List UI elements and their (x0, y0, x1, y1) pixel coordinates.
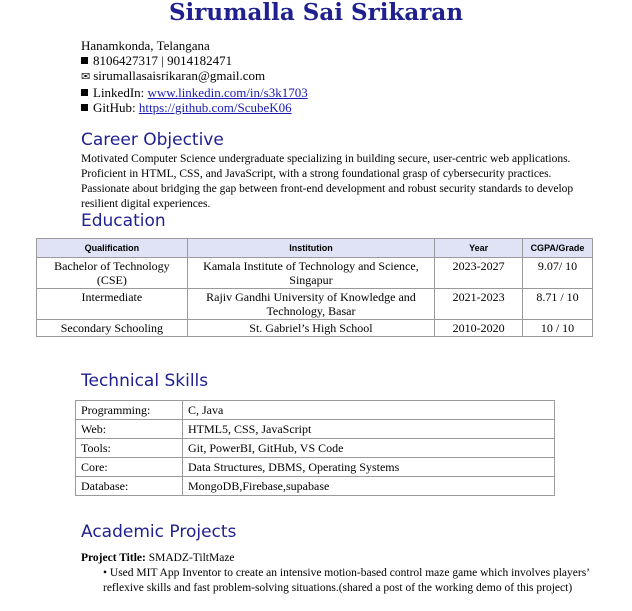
qualification-cell: Secondary Schooling (37, 320, 188, 337)
skill-values: Data Structures, DBMS, Operating Systems (183, 458, 555, 477)
header-year: Year (435, 239, 523, 258)
project-title-line (81, 551, 601, 566)
institution-cell: St. Gabriel’s High School (187, 320, 434, 337)
skill-values: MongoDB,Firebase,supabase (183, 477, 555, 496)
qualification-cell: Bachelor of Technology (CSE) (37, 258, 188, 289)
square-bullet-icon (81, 57, 88, 64)
table-row (76, 458, 555, 477)
skill-values: C, Java (183, 401, 555, 420)
square-bullet-icon (81, 104, 88, 111)
square-bullet-icon (81, 89, 88, 96)
skill-category: Database: (76, 477, 183, 496)
skill-values: Git, PowerBI, GitHub, VS Code (183, 439, 555, 458)
project-bullet: • Used MIT App Inventor to create an intensive motion-based control maze game which involves players’ reflexive skills and fast problem-solving situations.(shared a post of the working demo of this project) (103, 567, 590, 594)
linkedin-label: LinkedIn: (93, 85, 145, 100)
github-label: GitHub: (93, 100, 136, 115)
github-link[interactable]: https://github.com/ScubeK06 (138, 100, 292, 115)
table-row (76, 420, 555, 439)
email-line (81, 68, 308, 85)
year-cell: 2010-2020 (435, 320, 523, 337)
table-row (76, 401, 555, 420)
table-row (37, 289, 593, 320)
career-heading: Career Objective (81, 130, 224, 150)
project-block (81, 551, 601, 596)
resume-name: Sirumalla Sai Srikaran (168, 0, 464, 26)
table-row (76, 439, 555, 458)
project-title: SMADZ-TiltMaze (148, 552, 235, 564)
contact-block (81, 38, 308, 115)
skill-category: Programming: (76, 401, 183, 420)
year-cell: 2021-2023 (435, 289, 523, 320)
table-row (37, 320, 593, 337)
education-header-row (37, 239, 593, 258)
projects-heading: Academic Projects (81, 522, 237, 542)
year-cell: 2023-2027 (435, 258, 523, 289)
institution-cell: Kamala Institute of Technology and Science, Singapur (187, 258, 434, 289)
github-line (81, 100, 308, 115)
cgpa-cell: 10 / 10 (523, 320, 593, 337)
phone-line (81, 53, 308, 68)
linkedin-line (81, 85, 308, 100)
email: sirumallasaisrikaran@gmail.com (93, 68, 266, 83)
institution-cell: Rajiv Gandhi University of Knowledge and Technology, Basar (187, 289, 434, 320)
table-row (76, 477, 555, 496)
skill-category: Tools: (76, 439, 183, 458)
table-row (37, 258, 593, 289)
header-institution: Institution (187, 239, 434, 258)
skill-values: HTML5, CSS, JavaScript (183, 420, 555, 439)
skills-heading: Technical Skills (81, 371, 209, 391)
education-heading: Education (81, 211, 166, 231)
header-cgpa: CGPA/Grade (523, 239, 593, 258)
education-table (36, 238, 593, 337)
qualification-cell: Intermediate (37, 289, 188, 320)
project-title-label: Project Title: (81, 552, 146, 564)
skill-category: Web: (76, 420, 183, 439)
phone: 8106427317 | 9014182471 (93, 53, 233, 68)
cgpa-cell: 8.71 / 10 (523, 289, 593, 320)
cgpa-cell: 9.07/ 10 (523, 258, 593, 289)
header-qualification: Qualification (37, 239, 188, 258)
skills-table (75, 400, 555, 496)
linkedin-link[interactable]: www.linkedin.com/in/s3k1703 (147, 85, 308, 100)
career-text: Motivated Computer Science undergraduate specializing in building secure, user-centric web applications. Proficient in HTML, CSS, and JavaScript, with a strong foundational grasp of cybersecurity practices. Passionate about bridging the gap between front-end development and robust security standards to develop resilient digital experiences. (81, 153, 574, 210)
skill-category: Core: (76, 458, 183, 477)
location: Hanamkonda, Telangana (81, 38, 210, 53)
envelope-icon: ✉ (81, 71, 91, 83)
